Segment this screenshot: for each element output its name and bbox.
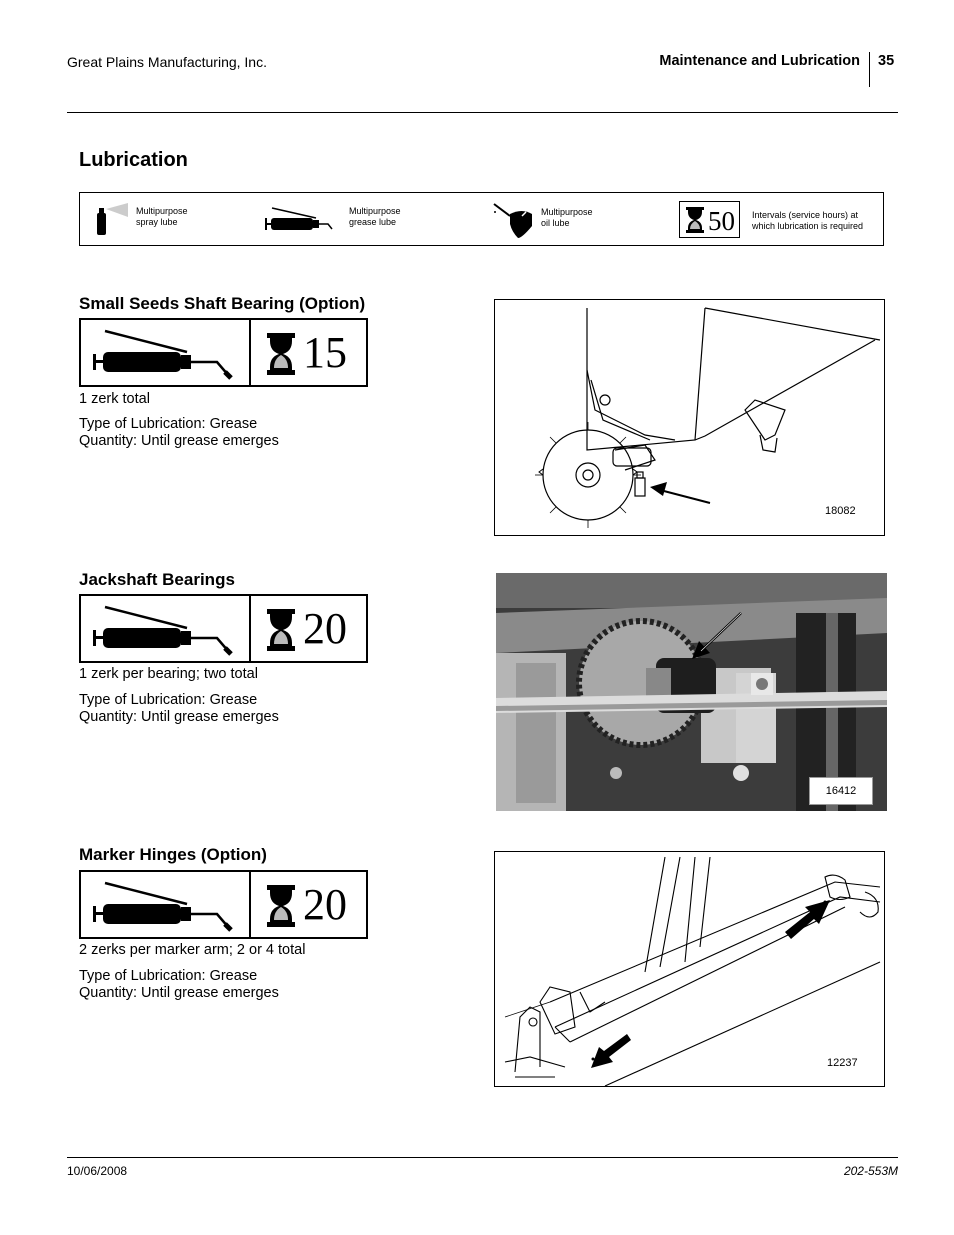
zerk-count: 1 zerk total (79, 391, 150, 407)
figure-number: 12237 (827, 1057, 858, 1069)
figure-marker-hinges (494, 851, 885, 1087)
hourglass-icon (267, 609, 295, 651)
section-title-jackshaft: Jackshaft Bearings (79, 570, 235, 589)
page-number: 35 (878, 53, 895, 69)
spray-can-icon (94, 203, 132, 237)
page-title: Lubrication (79, 149, 188, 171)
oil-can-icon (492, 202, 536, 240)
figure-number: 16412 (809, 777, 873, 805)
grease-gun-icon (91, 328, 247, 380)
marker-hinge-illustration (495, 852, 884, 1086)
lubrication-type: Type of Lubrication: Grease (79, 692, 258, 708)
figure-small-seeds-bearing (494, 299, 885, 536)
figure-number: 18082 (825, 505, 856, 517)
lubrication-type: Type of Lubrication: Grease (79, 968, 258, 984)
interval-hours: 15 (303, 328, 347, 377)
lubrication-quantity: Quantity: Until grease emerges (79, 433, 279, 449)
figure-jackshaft-photo (496, 573, 887, 811)
lubrication-quantity: Quantity: Until grease emerges (79, 709, 279, 725)
legend-grease-label: Multipurpose grease lube (349, 206, 401, 227)
legend-interval-box (679, 201, 740, 238)
jackshaft-photo (496, 573, 887, 811)
lube-requirement-box (79, 870, 368, 939)
box-divider (249, 320, 251, 385)
lubrication-type: Type of Lubrication: Grease (79, 416, 258, 432)
legend-interval-label: Intervals (service hours) at which lubrication is required (752, 210, 864, 231)
lube-requirement-box (79, 318, 368, 387)
lubrication-legend (79, 192, 884, 246)
grease-gun-icon (91, 880, 247, 932)
header-divider (869, 52, 870, 87)
section-title-small-seeds: Small Seeds Shaft Bearing (Option) (79, 294, 366, 313)
footer-rule (67, 1157, 898, 1158)
section-title-marker-hinges: Marker Hinges (Option) (79, 845, 267, 864)
legend-interval-value: 50 (708, 206, 735, 236)
zerk-count: 2 zerks per marker arm; 2 or 4 total (79, 942, 306, 958)
zerk-count: 1 zerk per bearing; two total (79, 666, 258, 682)
legend-spray-label: Multipurpose spray lube (136, 206, 188, 227)
lubrication-quantity: Quantity: Until grease emerges (79, 985, 279, 1001)
box-divider (249, 596, 251, 661)
interval-hours: 20 (303, 880, 347, 929)
grease-gun-icon (264, 204, 346, 234)
box-divider (249, 872, 251, 937)
shaft-bearing-illustration (495, 300, 884, 535)
lube-requirement-box (79, 594, 368, 663)
hourglass-icon (267, 885, 295, 927)
company-name: Great Plains Manufacturing, Inc. (67, 54, 267, 70)
header-rule (67, 112, 898, 113)
hourglass-icon (686, 207, 704, 233)
footer-doc-number: 202-553M (843, 1164, 898, 1178)
hourglass-icon (267, 333, 295, 375)
interval-hours: 20 (303, 604, 347, 653)
section-title: Maintenance and Lubrication (659, 53, 860, 69)
legend-oil-label: Multipurpose oil lube (541, 207, 593, 228)
footer-date: 10/06/2008 (67, 1164, 128, 1178)
grease-gun-icon (91, 604, 247, 656)
